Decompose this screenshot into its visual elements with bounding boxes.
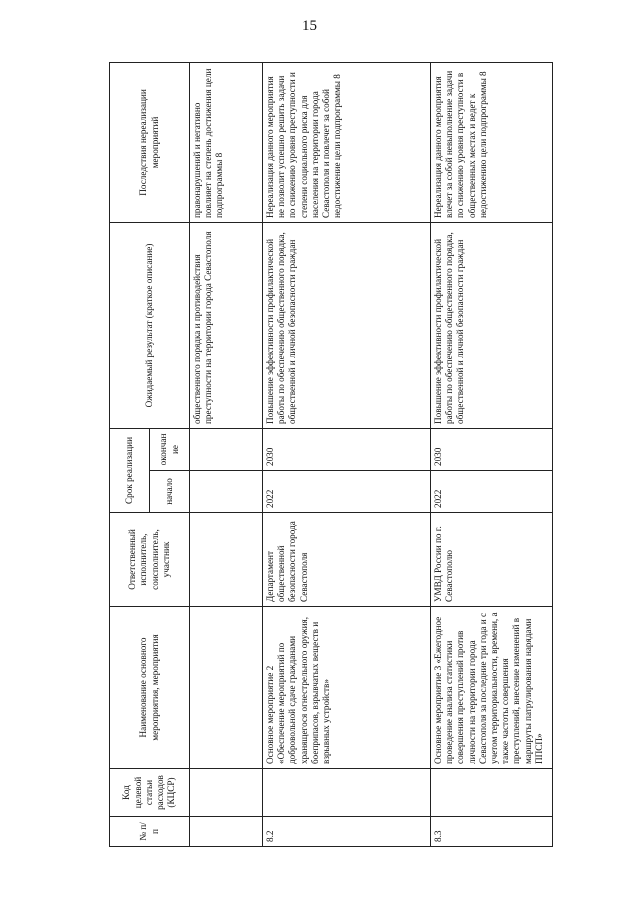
cell-name: Основное мероприятие 2 «Обеспечение мероприятий по добровольной сдаче гражданами хранящегося огнестрельного оружия, боеприпасов, взрывчатых веществ и взрывных устройств»	[263, 607, 431, 769]
header-end: окончание	[150, 428, 190, 470]
header-start: начало	[150, 471, 190, 513]
cell-end: 2030	[263, 428, 431, 470]
header-name: Наименование основного мероприятия, мероприятия	[110, 607, 190, 769]
cell-result: общественного порядка и противодействия преступности на территории города Севастополя	[190, 222, 263, 428]
header-result: Ожидаемый результат (краткое описание)	[110, 222, 190, 428]
cell-name	[190, 607, 263, 769]
cell-name: Основное мероприятие 3 «Ежегодное проведение анализа статистики совершения преступлений против личности на территории города Севастополя за последние три года и с учетом территориальности, времени, а также частоты совершения преступлений, внесение изменений в маршруты патрулирования нарядами ППСП»	[431, 607, 553, 769]
table-header-row	[110, 62, 150, 846]
header-responsible: Ответственный исполнитель, соисполнитель, участник	[110, 513, 190, 607]
cell-result: Повышение эффективности профилактической работы по обеспечению общественного порядка, общественной и личной безопасности граждан	[263, 222, 431, 428]
page-number: 15	[302, 18, 317, 34]
table-row	[263, 62, 431, 846]
table-row	[190, 62, 263, 846]
cell-consequences: правонарушений и негативно повлияет на степень достижения цели подпрограммы 8	[190, 62, 263, 222]
cell-end	[190, 428, 263, 470]
cell-num: 8.3	[431, 817, 553, 847]
cell-start	[190, 471, 263, 513]
cell-responsible: Департамент общественной безопасности города Севастополя	[263, 513, 431, 607]
cell-consequences: Нереализация данного мероприятия не позволит успешно решить задачи по снижению уровня преступности и степени социального риска для населения на территории города Севастополя и повлечет за собой недостижение цели подпрограммы 8	[263, 62, 431, 222]
header-code: Код целевой статьи расходов (КЦСР)	[110, 769, 190, 817]
cell-code	[190, 769, 263, 817]
header-period: Срок реализации	[110, 428, 150, 512]
cell-responsible: УМВД России по г. Севастополю	[431, 513, 553, 607]
header-consequences: Последствия нереализации мероприятий	[110, 62, 190, 222]
cell-code	[263, 769, 431, 817]
table-row	[431, 62, 553, 846]
activities-table	[109, 62, 553, 847]
rotated-table-wrapper	[109, 63, 552, 847]
cell-start: 2022	[431, 471, 553, 513]
cell-result: Повышение эффективности профилактической работы по обеспечению общественного порядка, общественной и личной безопасности граждан	[431, 222, 553, 428]
cell-responsible	[190, 513, 263, 607]
cell-start: 2022	[263, 471, 431, 513]
cell-code	[431, 769, 553, 817]
cell-consequences: Нереализация данного мероприятия влечет за собой невыполнение задачи по снижению уровня преступности в общественных местах и ведет к недостижению цели подпрограммы 8	[431, 62, 553, 222]
cell-end: 2030	[431, 428, 553, 470]
cell-num: 8.2	[263, 817, 431, 847]
header-num: № п/п	[110, 817, 190, 847]
cell-num	[190, 817, 263, 847]
